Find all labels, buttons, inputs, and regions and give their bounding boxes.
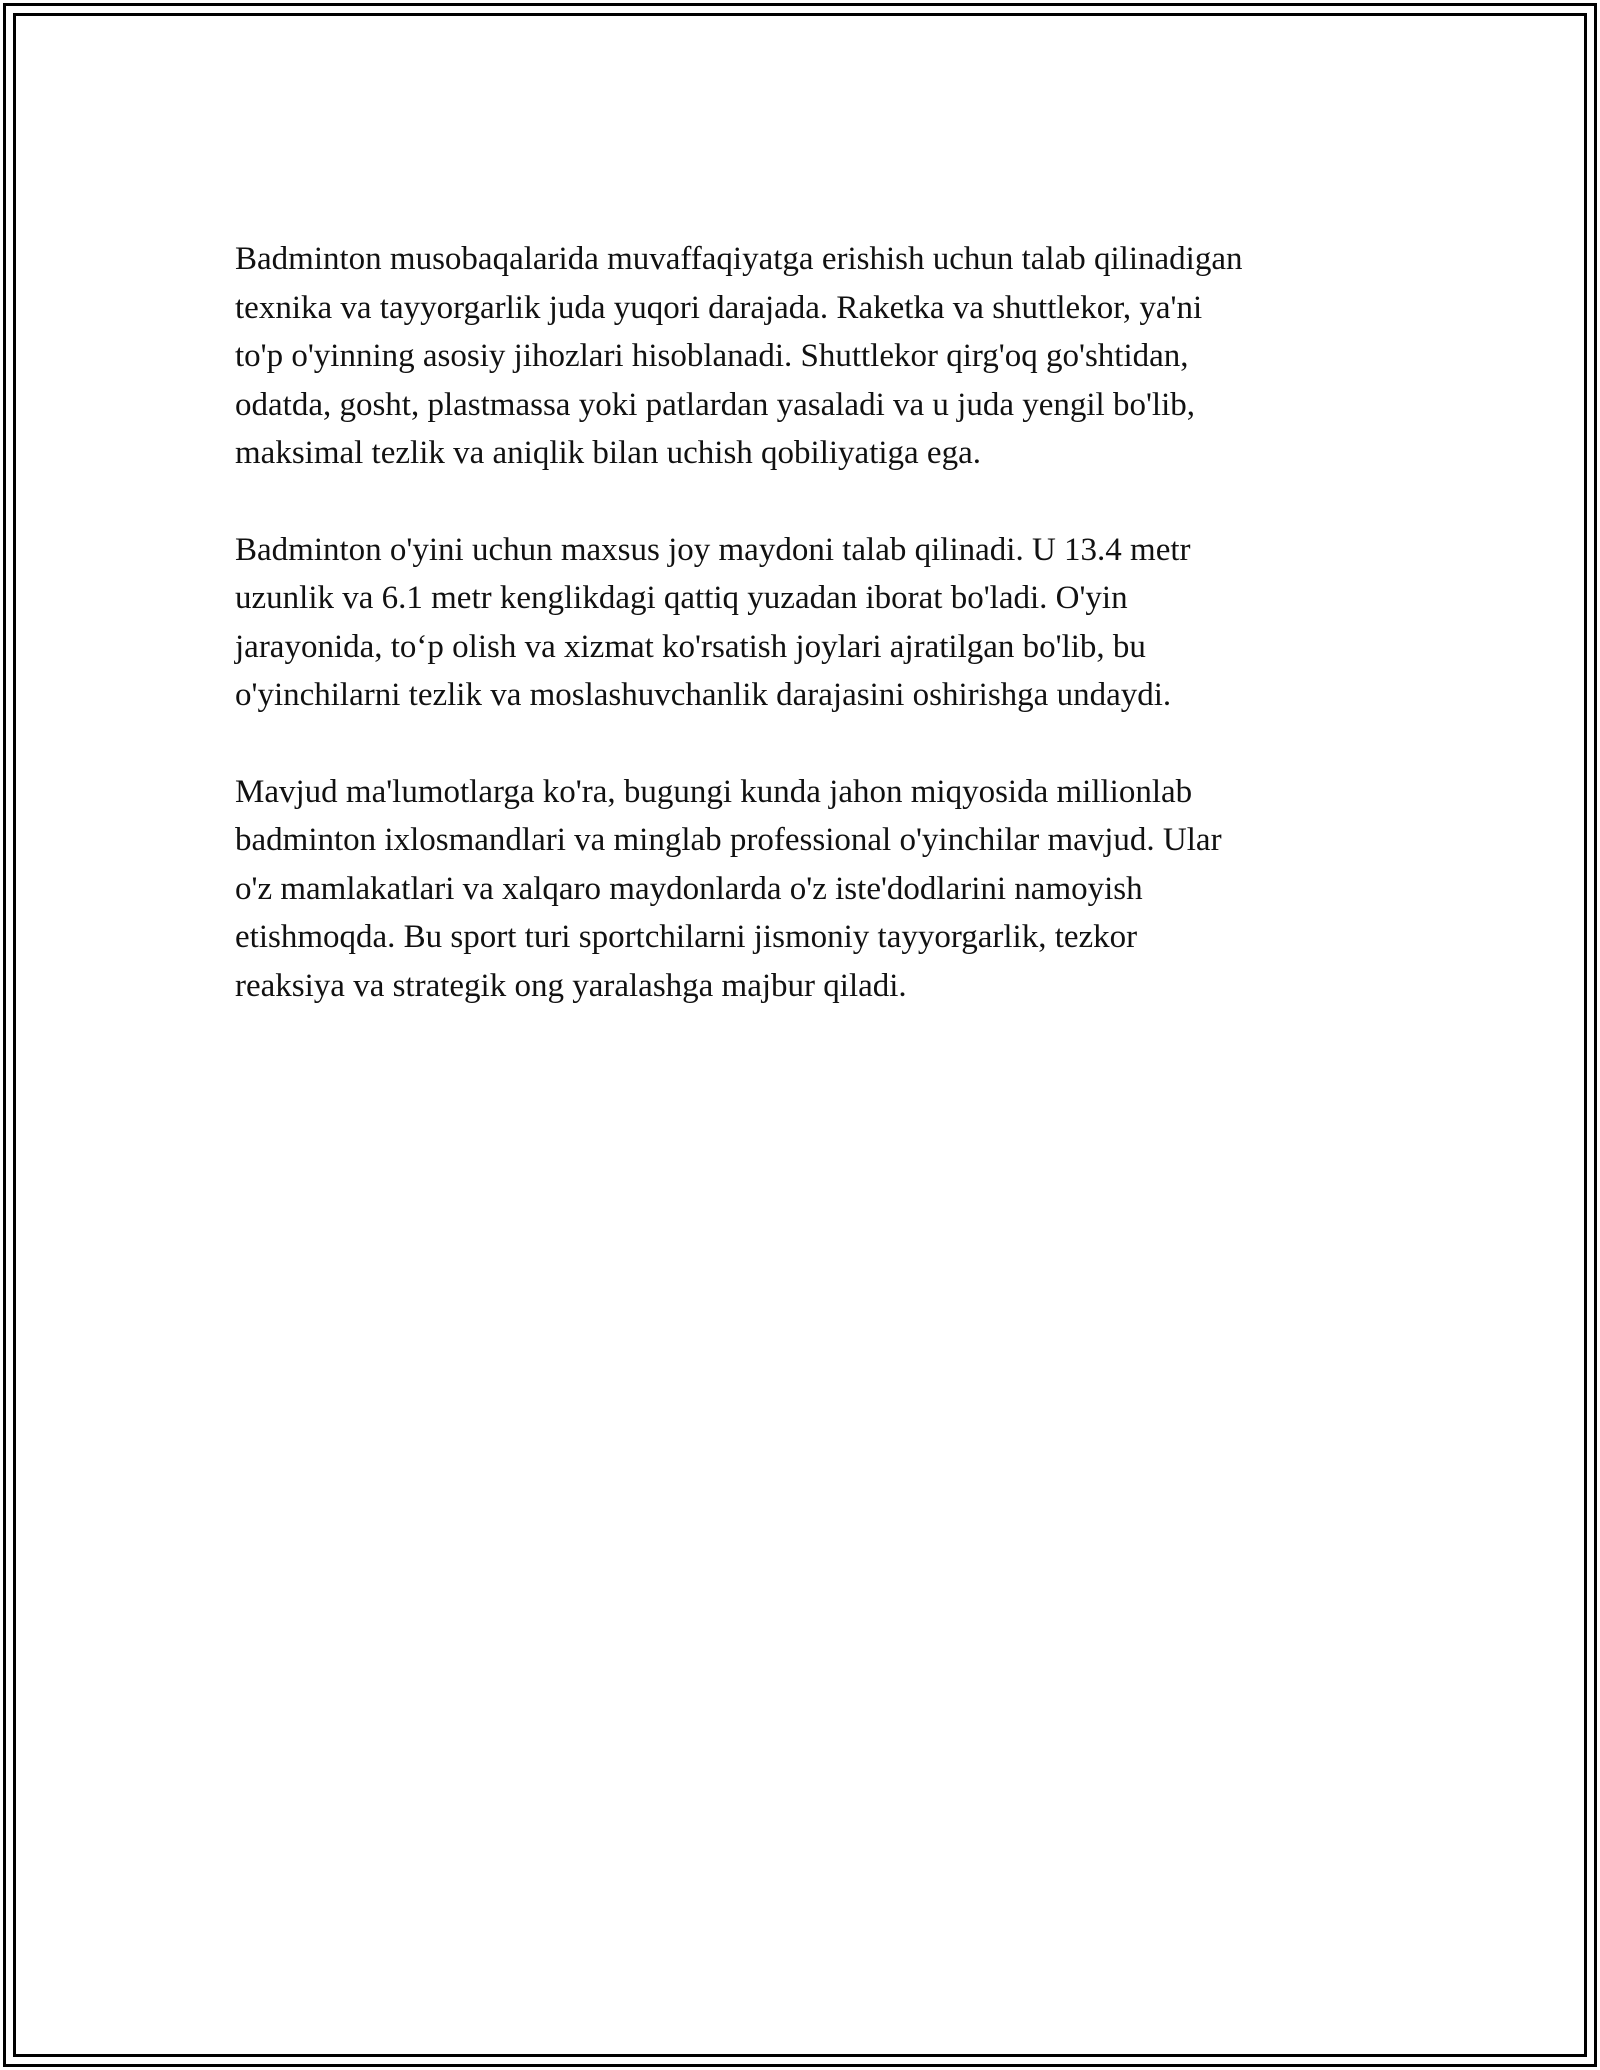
paragraph-2: Badminton o'yini uchun maxsus joy maydoni talab qilinadi. U 13.4 metr uzunlik va 6.1 metr kenglikdagi qattiq yuzadan iborat bo'ladi. O'yin jarayonida, to‘p olish va xizmat ko'rsatish joylari ajratilgan bo'lib, bu o'yinchilarni tezlik va moslashuvchanlik darajasini oshirishga undaydi. (235, 531, 1191, 713)
paragraph-1: Badminton musobaqalarida muvaffaqiyatga erishish uchun talab qilinadigan texnika va tayyorgarlik juda yuqori darajada. Raketka va shuttlekor, ya'ni to'p o'yinning asosiy jihozlari hisoblanadi. Shuttlekor qirg'oq go'shtidan, odatda, gosht, plastmassa yoki patlardan yasaladi va u juda yengil bo'lib, maksimal tezlik va aniqlik bilan uchish qobiliyatiga ega. (235, 241, 1243, 471)
document-body (235, 235, 1365, 1058)
paragraph-3: Mavjud ma'lumotlarga ko'ra, bugungi kunda jahon miqyosida millionlab badminton ixlosmandlari va minglab professional o'yinchilar mavjud. Ular o'z mamlakatlari va xalqaro maydonlarda o'z iste'dodlarini namoyish etishmoqda. Bu sport turi sportchilarni jismoniy tayyorgarlik, tezkor reaksiya va strategik ong yaralashga majbur qiladi. (235, 773, 1222, 1004)
